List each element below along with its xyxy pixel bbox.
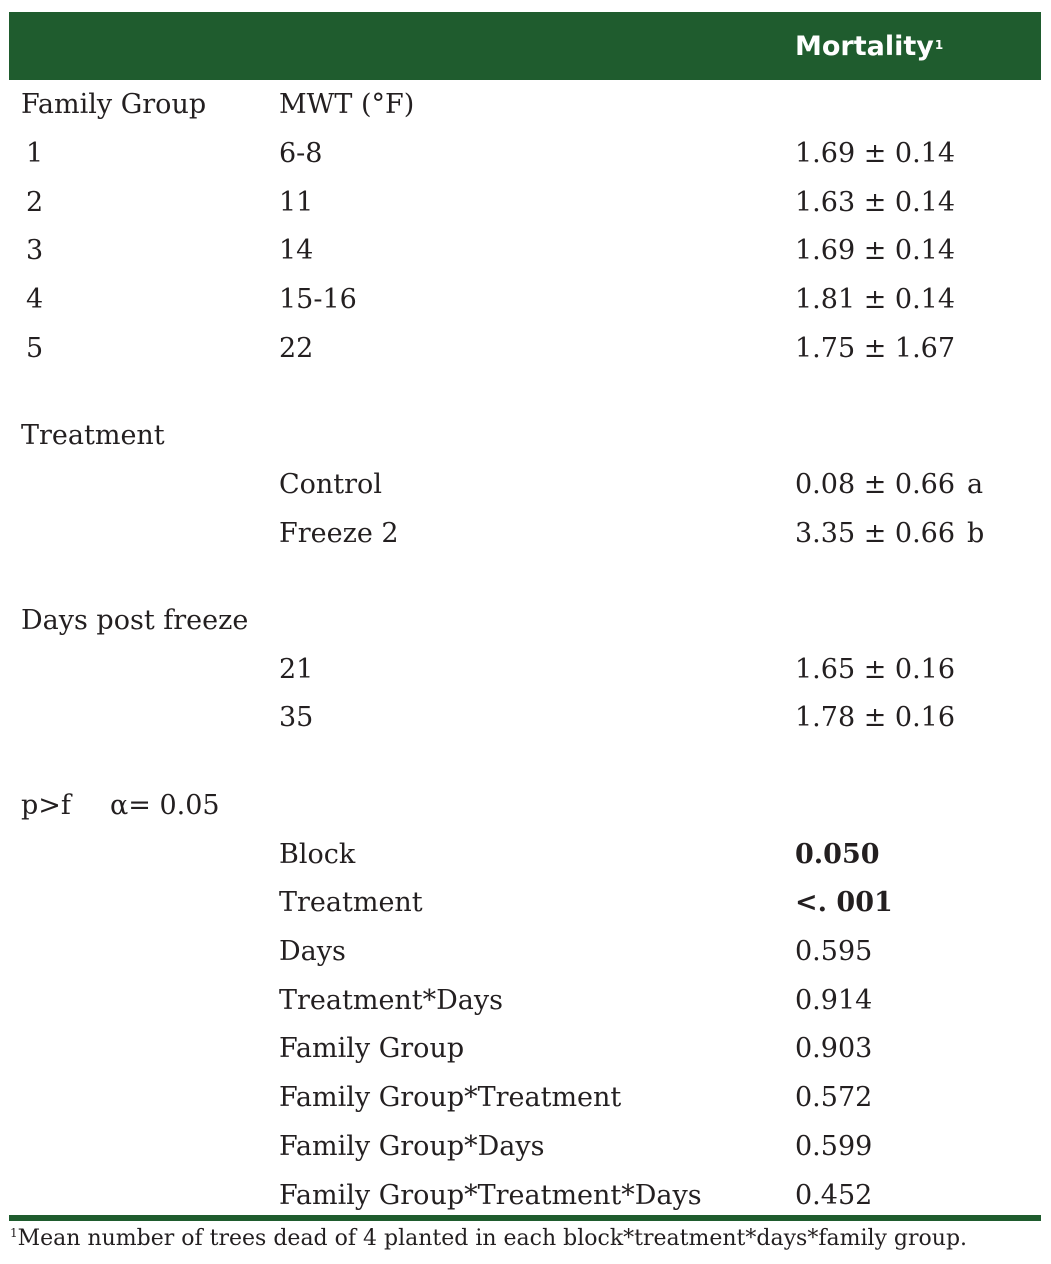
p-f-label: p>f: [21, 790, 71, 821]
family-group-mwt: 15-16: [279, 284, 357, 315]
treatment-mortality: 3.35 ± 0.66: [795, 518, 956, 549]
effect-name: Family Group: [279, 1033, 465, 1064]
effect-p-value: 0.572: [795, 1082, 873, 1113]
days-mortality: 1.78 ± 0.16: [795, 702, 956, 733]
family-group-label: Family Group: [21, 89, 207, 120]
effect-p-value: 0.452: [795, 1180, 873, 1211]
treatment-mortality: 0.08 ± 0.66: [795, 469, 956, 500]
table-bottom-rule: [9, 1215, 1041, 1221]
family-group-number: 4: [26, 284, 44, 315]
family-group-mwt: 22: [279, 333, 314, 364]
effect-name: Days: [279, 936, 346, 967]
effect-name: Treatment*Days: [279, 985, 504, 1016]
family-group-number: 2: [26, 187, 44, 218]
treatment-significance-letter: a: [967, 469, 984, 500]
days-post-freeze-label: Days post freeze: [21, 605, 249, 636]
table-footnote: [10, 1224, 967, 1256]
effect-name: Block: [279, 839, 356, 870]
mortality-header-label: Mortality: [795, 31, 934, 62]
mortality-column-header: [795, 29, 943, 69]
effect-p-value: <. 001: [795, 887, 893, 918]
family-group-number: 1: [26, 138, 44, 169]
effect-name: Treatment: [279, 887, 423, 918]
family-group-number: 5: [26, 333, 44, 364]
alpha-label: α= 0.05: [110, 790, 220, 821]
treatment-name: Control: [279, 469, 382, 500]
mortality-footnote-mark: 1: [934, 38, 944, 52]
treatment-significance-letter: b: [967, 518, 985, 549]
footnote-mark: 1: [10, 1226, 18, 1240]
effect-p-value: 0.595: [795, 936, 873, 967]
family-group-mortality: 1.81 ± 0.14: [795, 284, 956, 315]
mwt-column-label: MWT (°F): [279, 89, 415, 120]
family-group-mwt: 6-8: [279, 138, 323, 169]
effect-p-value: 0.599: [795, 1131, 873, 1162]
treatment-name: Freeze 2: [279, 518, 399, 549]
family-group-mortality: 1.69 ± 0.14: [795, 138, 956, 169]
treatment-label: Treatment: [21, 420, 165, 451]
family-group-mwt: 14: [279, 235, 314, 266]
days-value: 21: [279, 654, 314, 685]
family-group-mortality: 1.63 ± 0.14: [795, 187, 956, 218]
effect-p-value: 0.050: [795, 839, 880, 870]
days-value: 35: [279, 702, 314, 733]
family-group-mortality: 1.75 ± 1.67: [795, 333, 956, 364]
footnote-text: Mean number of trees dead of 4 planted in each block*treatment*days*family group.: [17, 1226, 968, 1251]
family-group-mortality: 1.69 ± 0.14: [795, 235, 956, 266]
effect-p-value: 0.903: [795, 1033, 873, 1064]
days-mortality: 1.65 ± 0.16: [795, 654, 956, 685]
family-group-number: 3: [26, 235, 44, 266]
effect-name: Family Group*Days: [279, 1131, 545, 1162]
effect-name: Family Group*Treatment: [279, 1082, 622, 1113]
family-group-mwt: 11: [279, 187, 314, 218]
effect-p-value: 0.914: [795, 985, 873, 1016]
effect-name: Family Group*Treatment*Days: [279, 1180, 702, 1211]
